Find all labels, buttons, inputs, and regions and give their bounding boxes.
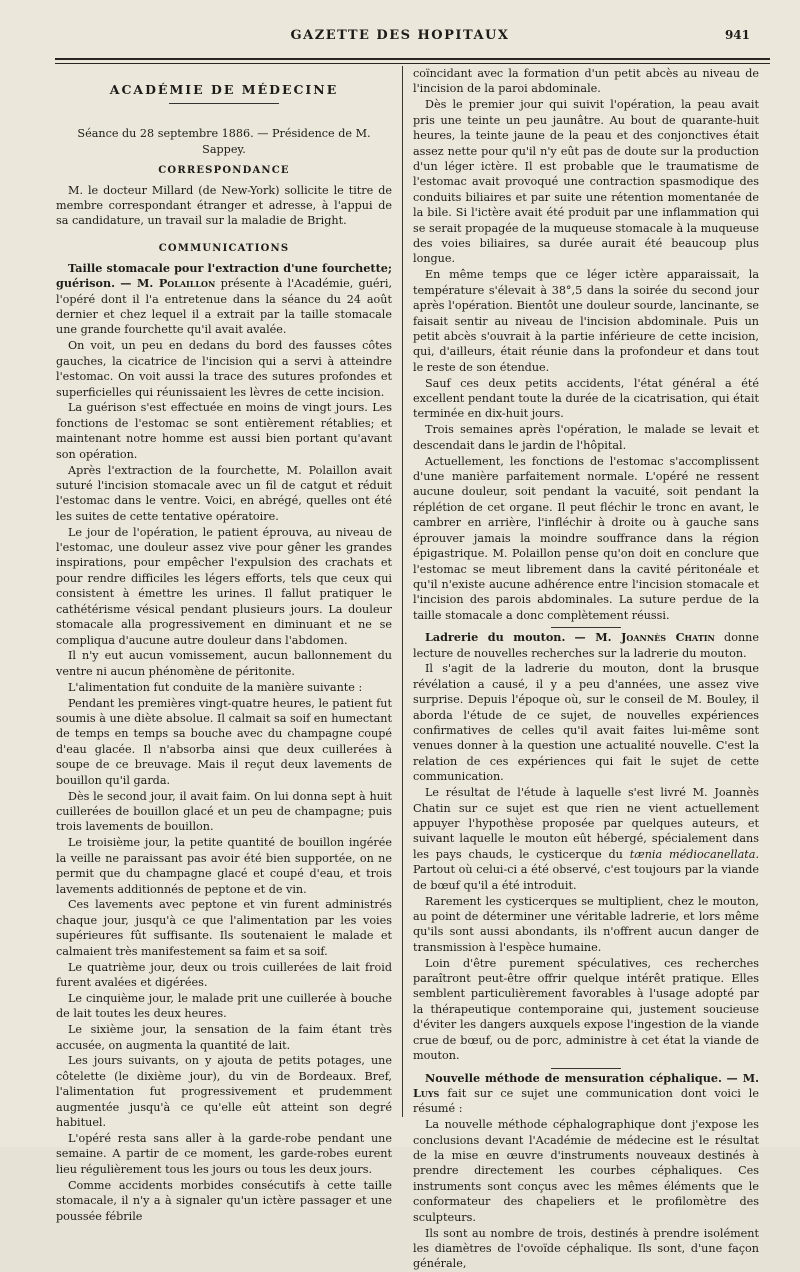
right-column [413, 66, 760, 1271]
paragraph: Il s'agit de la ladrerie du mouton, dont la brusque révélation a causé, il y a peu d'années, une assez vive surprise. Depuis l'époque où, sur le conseil de M. Bouley, il aborda l'étude de ce sujet, de nouvelles expériences confirmatives de celles qu'il avait faites lui-même sont venues donner à la question une actualité nouvelle. C'est la relation de ces expériences qui fait le sujet de cette communication. [413, 662, 759, 784]
column-separator [402, 66, 403, 1117]
ladrerie-author: — M. Joannès Chatin [574, 630, 715, 645]
taille-title: Taille stomacale pour l'extraction d'une fourchette; guérison. [56, 260, 392, 291]
paragraph: Ils sont au nombre de trois, destinés à prendre isolément les diamètres de l'ovoïde céphalique. Ils sont, d'une façon générale, [413, 1226, 759, 1271]
paragraph: L'alimentation fut conduite de la manière suivante : [68, 680, 363, 694]
seance-line: Séance du 28 septembre 1886. — Présidence de M. Sappey. [77, 127, 371, 156]
ladrerie-title: Ladrerie du mouton. [425, 630, 566, 645]
paragraph: Les jours suivants, on y ajouta de petits potages, une côtelette (le dixième jour), du vin de Bordeaux. Bref, l'alimentation fut progressivement et prudemment augmentée jusqu'à ce qu'elle eût atteint son degré habituel. [56, 1054, 392, 1130]
left-column [56, 66, 393, 1223]
paragraph: Après l'extraction de la fourchette, M. Polaillon avait suturé l'incision stomacale avec un fil de catgut et réduit l'estomac dans le ventre. Voici, en abrégé, quelles ont été les suites de cette tentative opératoire. [56, 463, 392, 523]
taille-text: présente à l'Académie, guéri, l'opéré dont il l'a entretenue dans la séance du 24 août dernier et chez lequel il a extrait par la taille stomacale une grande fourchette qu'il avait avalée. [56, 277, 393, 337]
text-span: . Partout où celui-ci a été observé, c'est toujours par la viande de bœuf qu'il a été introduit. [413, 847, 759, 892]
paragraph: Actuellement, les fonctions de l'estomac s'accomplissent d'une manière parfaitement normale. L'opéré ne ressent aucune douleur, soit pendant la vacuité, soit pendant la réplétion de cet organe. Il peut fléchir le tronc en avant, le cambrer en arrière, l'infléchir à droite ou à gauche sans éprouver jamais la moindre souffrance dans la région épigastrique. M. Polaillon pense qu'on doit en conclure que l'estomac se meut librement dans la cavité péritonéale et qu'il n'existe aucune adhérence entre l'incision stomacale et l'incision des parois abdominales. La suture perdue de la taille stomacale a donc complètement réussi. [413, 454, 759, 622]
luys-text: fait sur ce sujet une communication dont voici le résumé : [413, 1086, 760, 1116]
title-rule [169, 103, 279, 104]
paragraph: On voit, un peu en dedans du bord des fausses côtes gauches, la cicatrice de l'incision qui a servi à atteindre l'estomac. On voit aussi la trace des sutures profondes et superficielles qui réunissaient les lèvres de cette incision. [56, 339, 392, 399]
luys-paragraph [413, 1071, 759, 1117]
correspondance-paragraph: M. le docteur Millard (de New-York) sollicite le titre de membre correspondant étranger et adresse, à l'appui de sa candidature, un travail sur la maladie de Bright. [56, 183, 392, 228]
taille-author: — M. Polaillon [120, 276, 216, 291]
paragraph: Rarement les cysticerques se multiplient, chez le mouton, au point de déterminer une véritable ladrerie, et lors même qu'ils sont aussi abondants, ils n'offrent aucun danger de transmission à l'espèce humaine. [413, 894, 759, 954]
text-span: Le résultat de l'étude à laquelle s'est livré M. Joannès Chatin sur ce sujet est que rien ne vient actuellement appuyer l'hypothèse proposée par quelques auteurs, et suivant laquelle le mouton eût hébergé, spécialement dans les pays chauds, le cysticerque du [413, 786, 759, 861]
paragraph: L'opéré resta sans aller à la garde-robe pendant une semaine. A partir de ce moment, les garde-robes eurent lieu régulièrement tous les jours ou tous les deux jours. [56, 1132, 392, 1176]
paragraph: Pendant les premières vingt-quatre heures, le patient fut soumis à une diète absolue. Il calmait sa soif en humectant de temps en temps sa bouche avec du champagne coupé d'eau glacée. Il n'absorba ainsi que deux cuillerées à soupe de ce breuvage. Mais il reçut deux lavements de bouillon qu'il garda. [56, 696, 392, 787]
luys-title: Nouvelle méthode de mensuration céphalique. [425, 1070, 722, 1085]
luys-author: — M. Luys [413, 1070, 759, 1100]
paragraph [413, 785, 759, 893]
italic-term: tænia médiocanellata [629, 847, 756, 861]
paragraph: Dès le second jour, il avait faim. On lui donna sept à huit cuillerées de bouillon glacé et un peu de champagne; puis trois lavements de bouillon. [56, 789, 392, 834]
article-separator [551, 1068, 621, 1069]
paragraph: Sauf ces deux petits accidents, l'état général a été excellent pendant toute la durée de la cicatrisation, qui était terminée en dix-huit jours. [413, 376, 759, 421]
paragraph: Le quatrième jour, deux ou trois cuillerées de lait froid furent avalées et digérées. [56, 960, 392, 989]
paragraph: La guérison s'est effectuée en moins de vingt jours. Les fonctions de l'estomac se sont entièrement rétablies; et maintenant notre homme est aussi bien portant qu'avant son opération. [56, 401, 392, 461]
communications-heading: COMMUNICATIONS [158, 243, 290, 255]
page-number: 941 [724, 28, 750, 42]
paragraph: Il n'y eut aucun vomissement, aucun ballonnement du ventre ni aucun phénomène de péritonite. [56, 649, 392, 678]
paragraph: Loin d'être purement spéculatives, ces recherches paraîtront peut-être offrir quelque intérêt pratique. Elles semblent particulièrement favorables à l'usage adopté par la thérapeutique contemporaine qui, justement soucieuse d'éviter les dangers auxquels expose l'ingestion de la viande crue de bœuf, ou de porc, administre à cet état la viande de mouton. [413, 956, 759, 1063]
paragraph: coïncidant avec la formation d'un petit abcès au niveau de l'incision de la paroi abdominale. [413, 67, 759, 96]
article-separator [551, 627, 621, 628]
section-title: ACADÉMIE DE MÉDECINE [109, 82, 339, 97]
paragraph: Le jour de l'opération, le patient éprouva, au niveau de l'estomac, une douleur assez vive pour gêner les grandes inspirations, pour empêcher l'expulsion des crachats et pour rendre difficiles les légers efforts, tels que ceux qui consistent à émettre les urines. Il fallut pratiquer le cathétérisme vésical pendant plusieurs jours. La douleur stomacale alla progressivement en diminuant et ne se compliqua d'aucune autre douleur dans l'abdomen. [56, 525, 392, 647]
journal-title: GAZETTE DES HOPITAUX [290, 28, 510, 43]
paragraph: Le sixième jour, la sensation de la faim étant très accusée, on augmenta la quantité de lait. [56, 1023, 392, 1052]
paragraph: En même temps que ce léger ictère apparaissait, la température s'élevait à 38°,5 dans la soirée du second jour après l'opération. Bientôt une douleur sourde, lancinante, se faisait sentir au niveau de l'incision abdominale. Puis un petit abcès s'ouvrait à la partie inférieure de cette incision, qui, d'ailleurs, était réunie dans la profondeur et dans tout le reste de son étendue. [413, 268, 759, 374]
paragraph: Ces lavements avec peptone et vin furent administrés chaque jour, jusqu'à ce que l'alimentation par les voies supérieures fût suffisante. Ils soutenaient le malade et calmaient très manifestement sa faim et sa soif. [56, 898, 392, 958]
paragraph: La nouvelle méthode céphalographique dont j'expose les conclusions devant l'Académie de médecine est le résultat de la mise en œuvre d'instruments nouveaux destinés à prendre directement les courbes céphaliques. Ces instruments sont conçus avec les mêmes éléments que le conformateur des chapeliers et le profilomètre des sculpteurs. [413, 1118, 759, 1224]
paragraph: Le cinquième jour, le malade prit une cuillerée à bouche de lait toutes les deux heures. [56, 991, 392, 1021]
paragraph: Trois semaines après l'opération, le malade se levait et descendait dans le jardin de l'hôpital. [413, 423, 759, 452]
paragraph: Comme accidents morbides consécutifs à cette taille stomacale, il n'y a à signaler qu'un ictère passager et une poussée fébrile [56, 1178, 392, 1223]
header-rule [55, 58, 770, 64]
paragraph: Dès le premier jour qui suivit l'opération, la peau avait pris une teinte un peu jaunâtre. Au bout de quarante-huit heures, la teinte jaune de la peau et des conjonctives était assez nette pour qu'il n'y eût pas de doute sur la production d'un léger ictère. Il est probable que le traumatisme de l'estomac avait provoqué une contraction spasmodique des conduits biliaires et par suite une rétention momentanée de la bile. Si l'ictère avait été produit par une inflammation qui se serait propagée de la muqueuse stomacale à la muqueuse des voies biliaires, sa durée aurait été beaucoup plus longue. [413, 98, 759, 266]
ladrerie-paragraph [413, 630, 759, 661]
ladrerie-text: donne lecture de nouvelles recherches sur la ladrerie du mouton. [413, 631, 759, 660]
correspondance-heading: CORRESPONDANCE [158, 165, 290, 177]
paragraph: Le troisième jour, la petite quantité de bouillon ingérée la veille ne paraissant pas avoir été bien supportée, on ne permit que du champagne glacé et coupé d'eau, et trois lavements additionnés de peptone et de vin. [56, 836, 392, 896]
taille-paragraph [56, 261, 392, 338]
